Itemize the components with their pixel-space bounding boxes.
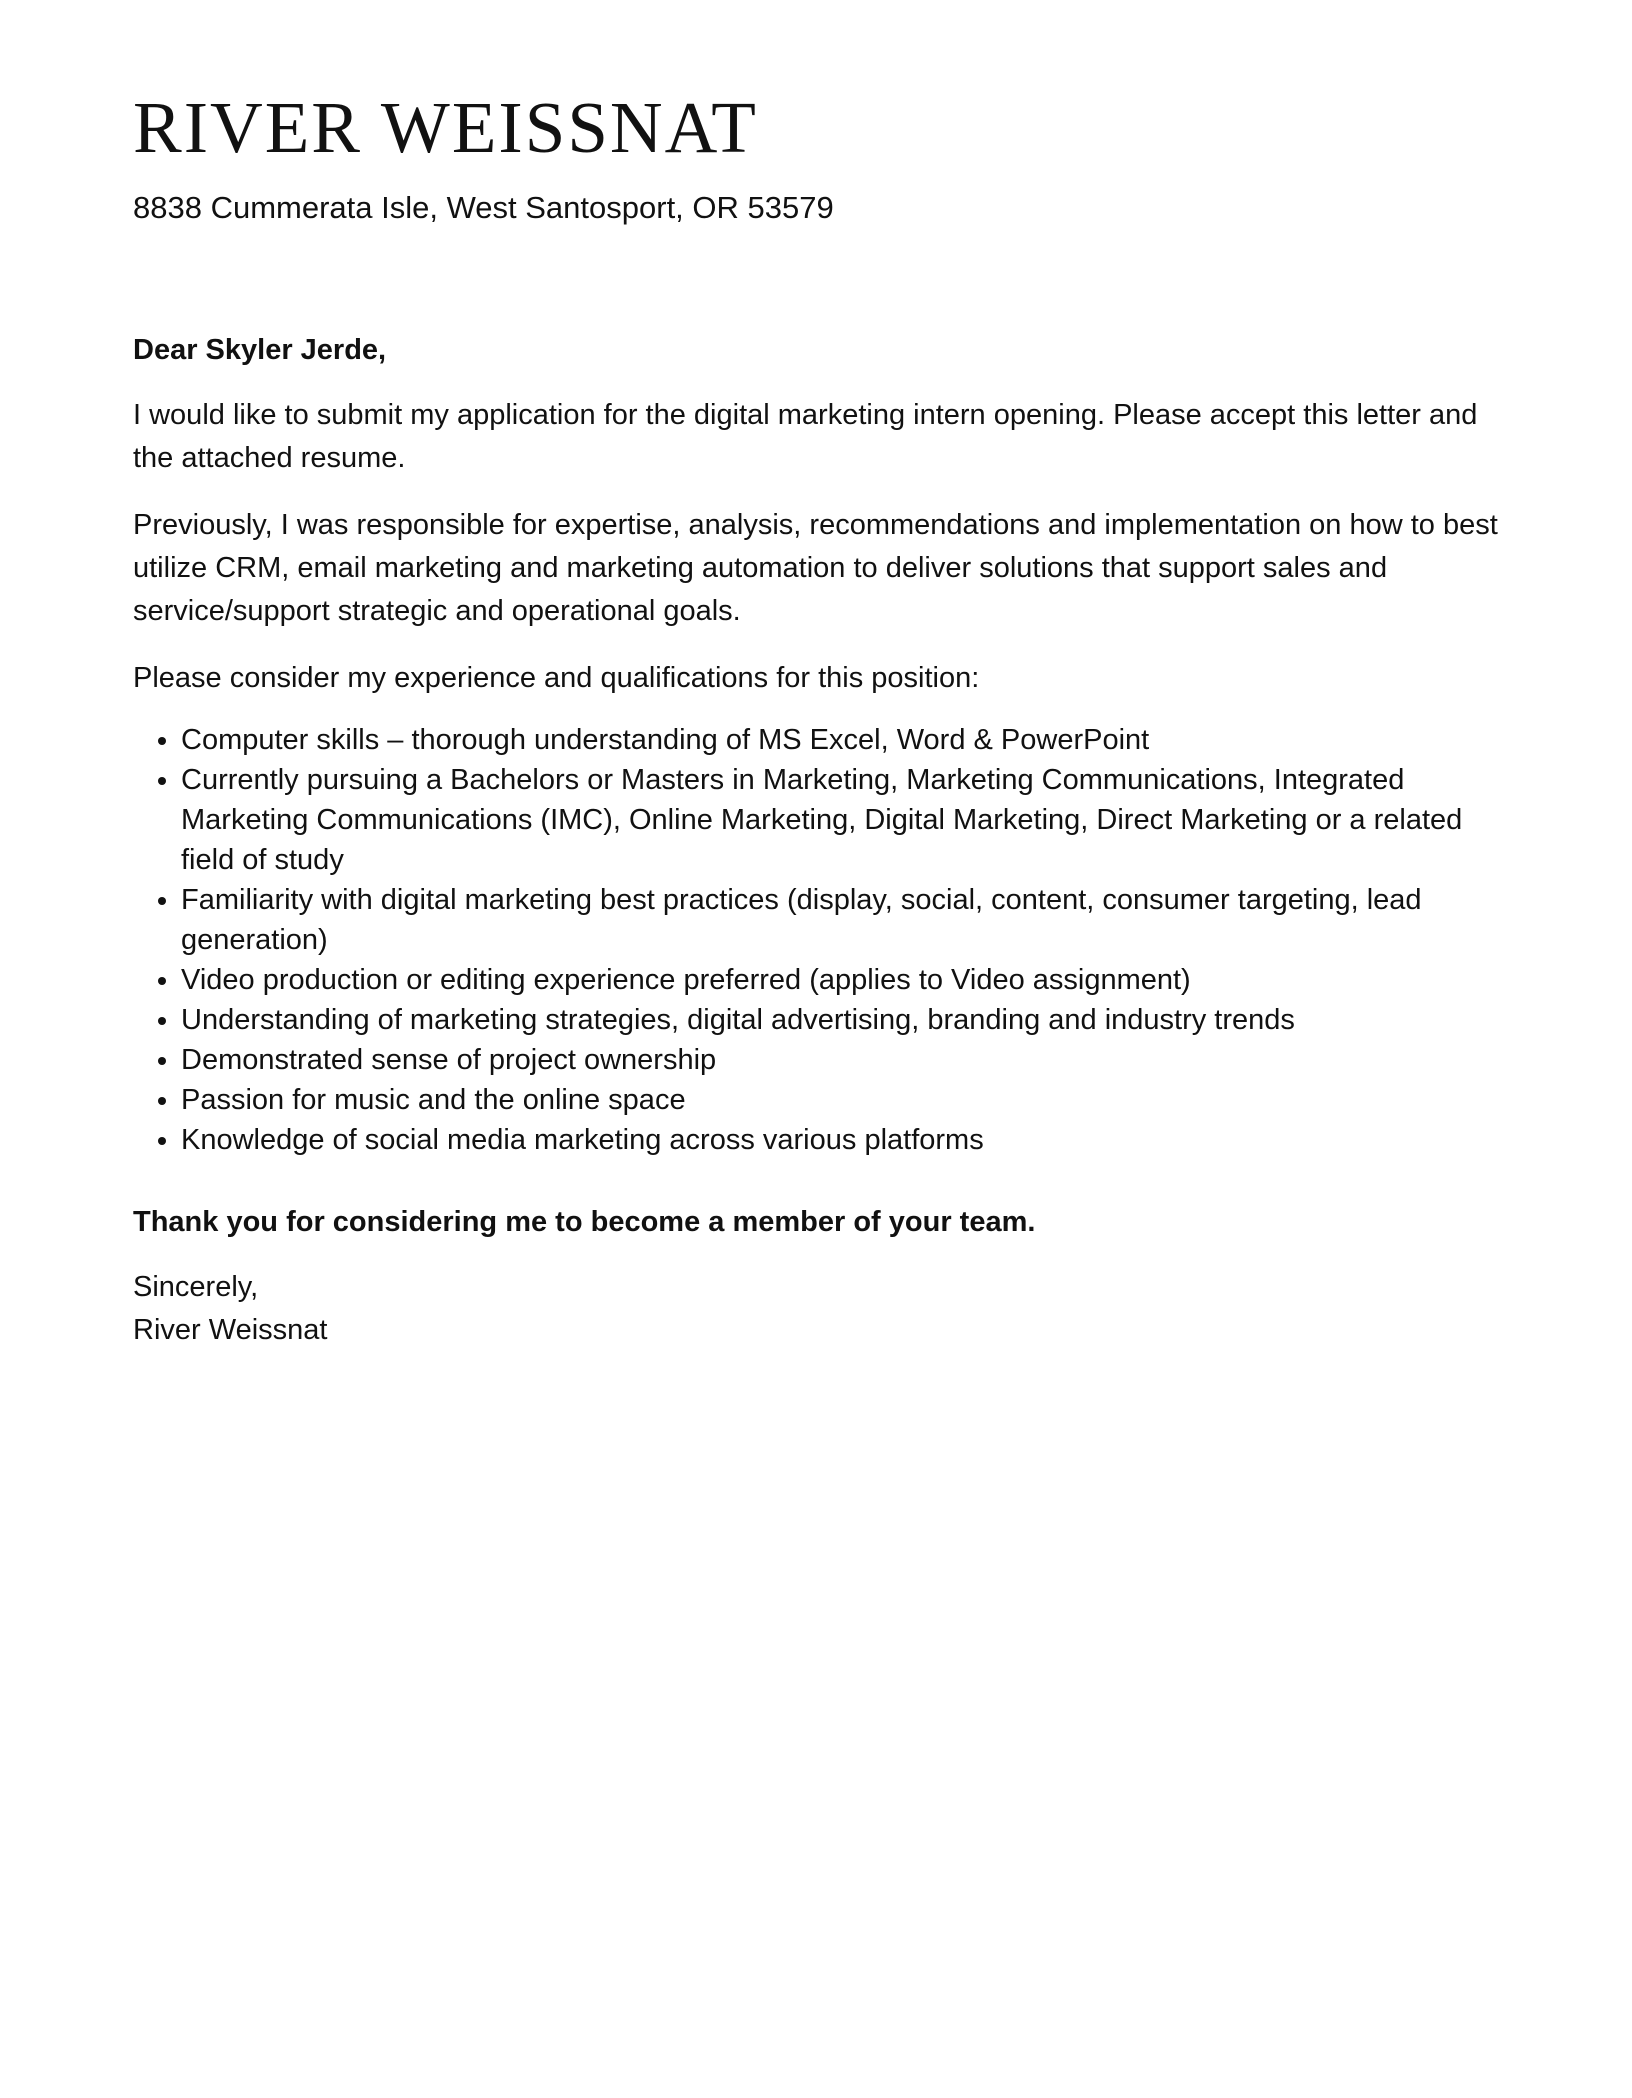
list-item: • Currently pursuing a Bachelors or Masters in Marketing, Marketing Communications, Integrated Marketing Communications (IMC), Online Marketing, Digital Marketing, Direct Marketing or a related field of study — [181, 760, 1513, 880]
list-item: • Passion for music and the online space — [181, 1080, 1513, 1120]
experience-paragraph: Previously, I was responsible for expertise, analysis, recommendations and implementation on how to best utilize CRM, email marketing and marketing automation to deliver solutions that support sales and service/support strategic and operational goals. — [133, 509, 1498, 627]
applicant-address: 8838 Cummerata Isle, West Santosport, OR 53579 — [133, 190, 834, 225]
closing-line: Thank you for considering me to become a member of your team. — [133, 1206, 1036, 1238]
list-item: • Knowledge of social media marketing across various platforms — [181, 1120, 1513, 1160]
list-item: • Computer skills – thorough understanding of MS Excel, Word & PowerPoint — [181, 720, 1513, 760]
list-item: • Familiarity with digital marketing best practices (display, social, content, consumer targeting, lead generation) — [181, 880, 1513, 960]
applicant-name: RIVER WEISSNAT — [133, 87, 758, 168]
qualifications-list — [133, 720, 1513, 1160]
list-item: • Video production or editing experience preferred (applies to Video assignment) — [181, 960, 1513, 1000]
signoff — [133, 1266, 1513, 1352]
salutation: Dear Skyler Jerde, — [133, 334, 387, 366]
list-item: • Understanding of marketing strategies, digital advertising, branding and industry trends — [181, 1000, 1513, 1040]
cover-letter-page — [133, 88, 1513, 1352]
list-item: • Demonstrated sense of project ownership — [181, 1040, 1513, 1080]
intro-paragraph: I would like to submit my application for the digital marketing intern opening. Please accept this letter and the attached resume. — [133, 399, 1478, 474]
qualifications-intro: Please consider my experience and qualifications for this position: — [133, 662, 980, 694]
valediction: Sincerely, — [133, 1271, 259, 1303]
signature-name: River Weissnat — [133, 1314, 328, 1346]
